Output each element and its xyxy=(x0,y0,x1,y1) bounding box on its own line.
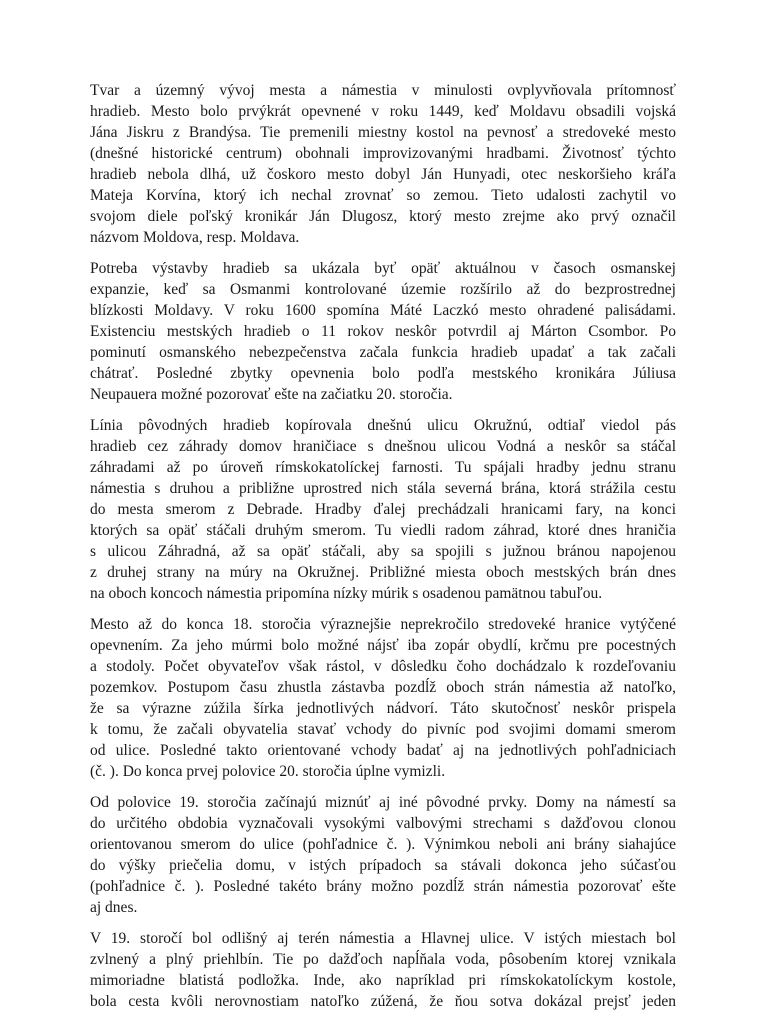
document-page xyxy=(90,80,676,1022)
paragraph-town-growth xyxy=(90,614,676,782)
text-line: z druhej strany na múry na Okružnej. Približné miesta oboch mestských brán dnes xyxy=(90,564,676,581)
text-line: mimoriadne blatistá podložka. Inde, ako napríklad pri rímskokatolíckym kostole, xyxy=(90,972,676,989)
paragraph-ottoman-palisades xyxy=(90,258,676,405)
text-line: orientovanou smerom do ulice (pohľadnice č. ). Výnimkou neboli ani brány siahajúce xyxy=(90,836,676,853)
text-line: Neupauera možné pozorovať ešte na začiatku 20. storočia. xyxy=(90,386,453,403)
text-line: názvom Moldova, resp. Moldava. xyxy=(90,229,300,246)
text-line: k tomu, že začali obyvatelia stavať vchody do pivníc pod svojimi domami smerom xyxy=(90,721,676,738)
text-line: Línia pôvodných hradieb kopírovala dnešnú ulicu Okružnú, odtiaľ viedol pás xyxy=(90,417,676,434)
text-line: Tvar a územný vývoj mesta a námestia v minulosti ovplyvňovala prítomnosť xyxy=(90,82,676,99)
text-line: záhradami až po úroveň rímskokatolíckej farnosti. Tu spájali hradby jednu stranu xyxy=(90,459,676,476)
text-line: do určitého obdobia vyznačovali vysokými valbovými strechami s dažďovou clonou xyxy=(90,815,676,832)
paragraph-fortifications-origin xyxy=(90,80,676,248)
text-line: opevnením. Za jeho múrmi bolo možné nájsť iba zopár obydlí, krčmu pre pocestných xyxy=(90,637,676,654)
text-line: blízkosti Moldavy. V roku 1600 spomína Máté Laczkó mesto ohradené palisádami. xyxy=(90,302,676,319)
text-line: (pohľadnice č. ). Posledné takéto brány možno pozdĺž strán námestia pozorovať ešte xyxy=(90,878,676,895)
text-line: do výšky priečelia domu, v istých prípadoch sa stávali dokonca jeho súčasťou xyxy=(90,857,676,874)
text-line: zvlnený a plný priehlbín. Tie po dažďoch napĺňala voda, pôsobením ktorej vznikala xyxy=(90,951,676,968)
text-line: (č. ). Do konca prvej polovice 20. storočia úplne vymizli. xyxy=(90,763,446,780)
text-line: pozemkov. Postupom času zhustla zástavba pozdĺž oboch strán námestia až natoľko, xyxy=(90,679,676,696)
text-line: bola cesta kvôli nerovnostiam natoľko zúžená, že ňou sotva dokázal prejsť jeden xyxy=(90,993,676,1010)
text-line: pominutí osmanského nebezpečenstva začala funkcia hradieb upadať a tak začali xyxy=(90,344,676,361)
paragraph-terrain xyxy=(90,928,676,1012)
text-line: expanzie, keď sa Osmanmi kontrolované územie rozšírilo až do bezprostrednej xyxy=(90,281,676,298)
text-line: od ulice. Posledné takto orientované vchody badať aj na jednotlivých pohľadniciach xyxy=(90,742,676,759)
text-line: Jána Jiskru z Brandýsa. Tie premenili miestny kostol na pevnosť a stredoveké mesto xyxy=(90,124,676,141)
text-line: Od polovice 19. storočia začínajú miznúť aj iné pôvodné prvky. Domy na námestí sa xyxy=(90,794,676,811)
text-line: a stodoly. Počet obyvateľov však rástol, v dôsledku čoho dochádzalo k rozdeľovaniu xyxy=(90,658,676,675)
text-line: námestia s druhou a približne uprostred nich stála severná brána, ktorá strážila cestu xyxy=(90,480,676,497)
text-line: svojom diele poľský kronikár Ján Dlugosz, ktorý mesto zrejme ako prvý označil xyxy=(90,208,676,225)
text-line: aj dnes. xyxy=(90,899,138,916)
text-line: (dnešné historické centrum) obohnali improvizovanými hradbami. Životnosť týchto xyxy=(90,145,676,162)
text-line: Mesto až do konca 18. storočia výraznejšie neprekročilo stredoveké hranice vytýčené xyxy=(90,616,676,633)
text-line: na oboch koncoch námestia pripomína nízky múrik s osadenou pamätnou tabuľou. xyxy=(90,585,603,602)
text-line: Existenciu mestských hradieb o 11 rokov neskôr potvrdil aj Márton Csombor. Po xyxy=(90,323,676,340)
text-line: Potreba výstavby hradieb sa ukázala byť opäť aktuálnou v časoch osmanskej xyxy=(90,260,676,277)
paragraph-wall-route xyxy=(90,415,676,604)
text-line: do mesta smerom z Debrade. Hradby ďalej prechádzali hranicami fary, na konci xyxy=(90,501,676,518)
paragraph-roofs-and-gates xyxy=(90,792,676,918)
text-line: chátrať. Posledné zbytky opevnenia bolo podľa mestského kronikára Júliusa xyxy=(90,365,676,382)
text-line: ktorých sa opäť stáčali druhým smerom. Tu viedli radom záhrad, ktoré dnes hraničia xyxy=(90,522,676,539)
text-line: hradieb. Mesto bolo prvýkrát opevnené v roku 1449, keď Moldavu obsadili vojská xyxy=(90,103,676,120)
text-line: s ulicou Záhradná, až sa opäť stáčali, aby sa spojili s južnou bránou napojenou xyxy=(90,543,676,560)
text-line: že sa výrazne zúžila šírka jednotlivých nádvorí. Táto skutočnosť neskôr prispela xyxy=(90,700,676,717)
text-line: V 19. storočí bol odlišný aj terén námestia a Hlavnej ulice. V istých miestach bol xyxy=(90,930,676,947)
text-line: hradieb nebola dlhá, už čoskoro mesto dobyl Ján Hunyadi, otec neskoršieho kráľa xyxy=(90,166,676,183)
text-line: hradieb cez záhrady domov hraničiace s dnešnou ulicou Vodná a neskôr sa stáčal xyxy=(90,438,676,455)
text-line: Mateja Korvína, ktorý ich nechal zrovnať so zemou. Tieto udalosti zachytil vo xyxy=(90,187,676,204)
